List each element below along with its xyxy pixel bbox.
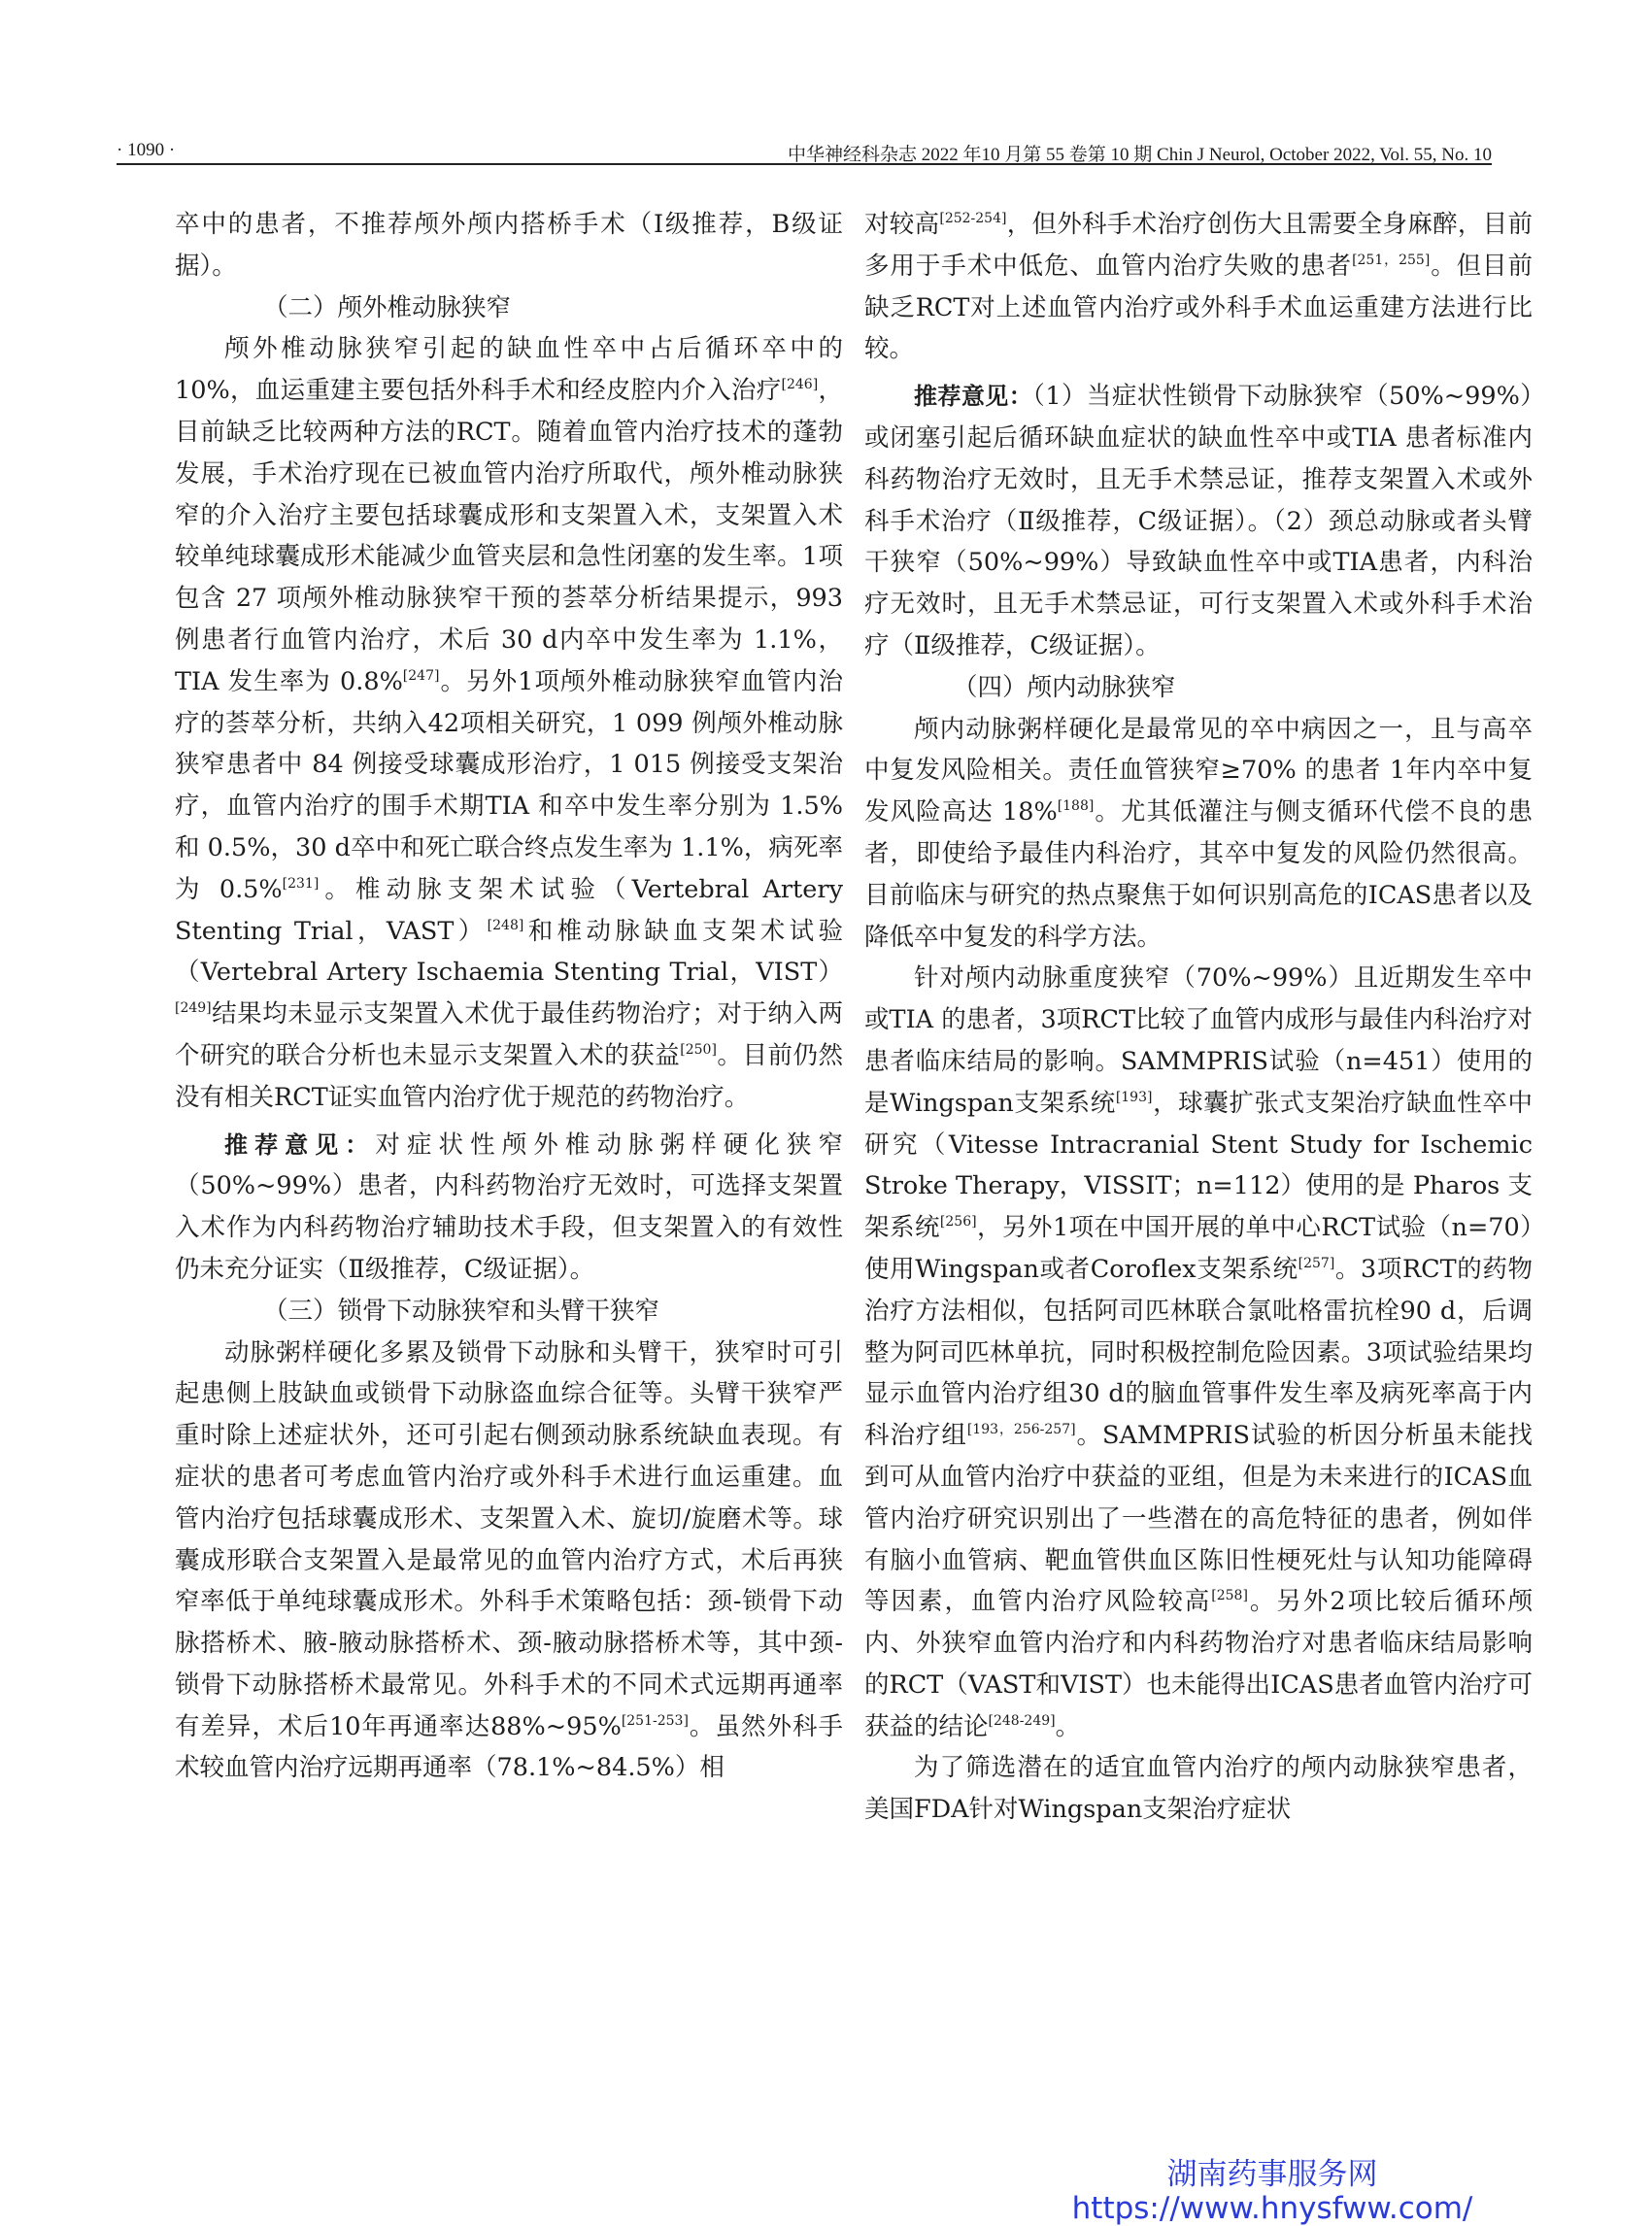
- citation[interactable]: [256]: [939, 1214, 977, 1231]
- citation[interactable]: [246]: [781, 377, 819, 393]
- right-column: [864, 204, 1533, 1831]
- citation[interactable]: [252-254]: [939, 211, 1007, 226]
- citation[interactable]: [188]: [1057, 798, 1095, 815]
- text-run: 。另外2项比较后循环颅内、外狭窄血管内治疗和内科药物治疗对患者临床结局影响的RCT（VAST和VIST）也未能得出ICAS患者血管内治疗可获益的结论: [864, 1587, 1533, 1741]
- header-rule: [117, 163, 1492, 165]
- text-run: 。尤其低灌注与侧支循环代偿不良的患者，即使给予最佳内科治疗，其卒中复发的风险仍然很高。目前临床与研究的热点聚焦于如何识别高危的ICAS患者以及降低卒中复发的科学方法。: [864, 797, 1533, 952]
- citation[interactable]: [258]: [1211, 1588, 1248, 1604]
- text-run: 。另外1项颅外椎动脉狭窄血管内治疗的荟萃分析，共纳入42项相关研究，1 099 例颅外椎动脉狭窄患者中 84 例接受球囊成形治疗，1 015 例接受支架治疗，血管内治疗的围手术期TIA 和卒中发生率分别为 1.5% 和 0.5%，30 d卒中和死亡联合终点发生率为 1.1%，病死率为 0.5%: [175, 666, 843, 904]
- section-heading-text: （四）颅内动脉狭窄: [953, 672, 1176, 702]
- paragraph: [175, 328, 843, 1118]
- text-run: 。SAMMPRIS试验的析因分析虽未能找到可从血管内治疗中获益的亚组，但是为未来进行的ICAS血管内治疗研究识别出了一些潜在的高危特征的患者，例如伴有脑小血管病、靶血管供血区陈旧性梗死灶与认知功能障碍等因素，血管内治疗风险较高: [864, 1421, 1533, 1617]
- text-run: 。但目前缺乏RCT对上述血管内治疗或外科手术血运重建方法进行比较。: [864, 251, 1533, 364]
- watermark-url[interactable]: https://www.hnysfww.com/: [1071, 2191, 1473, 2226]
- citation[interactable]: [251-253]: [621, 1712, 689, 1729]
- paragraph: 为了筛选潜在的适宜血管内治疗的颅内动脉狭窄患者，美国FDA针对Wingspan支架治疗症状: [864, 1753, 1533, 1825]
- text-run: 。: [1055, 1711, 1081, 1741]
- citation[interactable]: [249]: [175, 1000, 212, 1017]
- text-run: 颅内动脉粥样硬化是最常见的卒中病因之一，且与高卒中复发风险相关。责任血管狭窄≥70% 的患者 1年内卒中复发风险高达 18%: [864, 714, 1533, 827]
- text-run: ，球囊扩张式支架治疗缺血性卒中研究（Vitesse Intracranial Stent Study for Ischemic Stroke Therapy，VISSIT；n=112）使用的是 Pharos 支架系统: [864, 1088, 1533, 1243]
- citation[interactable]: [251，255]: [1352, 252, 1431, 268]
- recommendation: [175, 1125, 843, 1291]
- citation[interactable]: [257]: [1298, 1255, 1335, 1271]
- text-run: 颅外椎动脉狭窄引起的缺血性卒中占后循环卒中的10%，血运重建主要包括外科手术和经皮腔内介入治疗: [175, 334, 843, 406]
- recommendation-text: 对症状性颅外椎动脉粥样硬化狭窄（50%~99%）患者，内科药物治疗无效时，可选择支架置入术作为内科药物治疗辅助技术手段，但支架置入的有效性仍未充分证实（Ⅱ级推荐，C级证据）。: [175, 1130, 843, 1284]
- citation[interactable]: [250]: [680, 1041, 717, 1058]
- citation[interactable]: [193]: [1115, 1089, 1153, 1105]
- citation[interactable]: [248-249]: [988, 1712, 1056, 1729]
- recommendation-label: 推荐意见：: [224, 1130, 376, 1159]
- watermark: [1010, 2158, 1534, 2226]
- citation[interactable]: [247]: [402, 667, 440, 684]
- section-heading: [175, 287, 843, 329]
- paragraph: [175, 1332, 843, 1790]
- paragraph: [864, 958, 1533, 1747]
- citation[interactable]: [231]: [282, 875, 320, 892]
- recommendation-label: 推荐意见：: [914, 383, 1033, 411]
- text-run: 结果均未显示支架置入术优于最佳药物治疗；对于纳入两个研究的联合分析也未显示支架置入术的获益: [175, 999, 843, 1070]
- text-run: 动脉粥样硬化多累及锁骨下动脉和头臂干，狭窄时可引起患侧上肢缺血或锁骨下动脉盗血综合征等。头臂干狭窄严重时除上述症状外，还可引起右侧颈动脉系统缺血表现。有症状的患者可考虑血管内治疗或外科手术进行血运重建。血管内治疗包括球囊成形术、支架置入术、旋切/旋磨术等。球囊成形联合支架置入是最常见的血管内治疗方式，术后再狭窄率低于单纯球囊成形术。外科手术策略包括：颈-锁骨下动脉搭桥术、腋-腋动脉搭桥术、颈-腋动脉搭桥术等，其中颈-锁骨下动脉搭桥术最常见。外科手术的不同术式远期再通率有差异，术后10年再通率达88%~95%: [175, 1337, 843, 1741]
- recommendation-text: （1）当症状性锁骨下动脉狭窄（50%~99%）或闭塞引起后循环缺血症状的缺血性卒中或TIA 患者标准内科药物治疗无效时，且无手术禁忌证，推荐支架置入术或外科手术治疗（Ⅱ级推荐，C级证据）。（2）颈总动脉或者头臂干狭窄（50%~99%）导致缺血性卒中或TIA患者，内科治疗无效时，且无手术禁忌证，可行支架置入术或外科手术治疗（Ⅱ级推荐，C级证据）。: [864, 382, 1533, 660]
- text-run: 。虽然外科手术较血管内治疗远期再通率（78.1%~84.5%）相: [175, 1711, 843, 1783]
- paragraph: [864, 204, 1533, 370]
- text-run: 。椎动脉支架术试验（Vertebral Artery Stenting Trial，VAST）: [175, 874, 843, 946]
- recommendation: [864, 376, 1533, 667]
- text-run: ，但外科手术治疗创伤大且需要全身麻醉，目前多用于手术中低危、血管内治疗失败的患者: [864, 210, 1533, 281]
- citation[interactable]: [193，256-257]: [966, 1422, 1076, 1438]
- text-run: ，目前缺乏比较两种方法的RCT。随着血管内治疗技术的蓬勃发展，手术治疗现在已被血管内治疗所取代，颅外椎动脉狭窄的介入治疗主要包括球囊成形和支架置入术，支架置入术较单纯球囊成形术能减少血管夹层和急性闭塞的发生率。1项包含 27 项颅外椎动脉狭窄干预的荟萃分析结果提示，993 例患者行血管内治疗，术后 30 d内卒中发生率为 1.1%，TIA 发生率为 0.8%: [175, 376, 843, 696]
- text-run: 针对颅内动脉重度狭窄（70%~99%）且近期发生卒中或TIA 的患者，3项RCT比较了血管内成形与最佳内科治疗对患者临床结局的影响。SAMMPRIS试验（n=451）使用的是Wingspan支架系统: [864, 963, 1533, 1118]
- paragraph: 卒中的患者，不推荐颅外颅内搭桥手术（Ⅰ级推荐，B级证据）。: [175, 210, 843, 281]
- section-heading-text: （二）颅外椎动脉狭窄: [263, 292, 512, 322]
- watermark-site-name: 湖南药事服务网: [1166, 2157, 1378, 2192]
- text-run: 对较高: [864, 210, 940, 239]
- section-heading: [175, 1291, 843, 1332]
- text-run: 和椎动脉缺血支架术试验（Vertebral Artery Ischaemia Stenting Trial，VIST）: [175, 916, 843, 988]
- page-number: · 1090 ·: [117, 140, 176, 160]
- text-run: 。目前仍然没有相关RCT证实血管内治疗优于规范的药物治疗。: [175, 1040, 843, 1112]
- text-run: ，另外1项在中国开展的单中心RCT试验（n=70）使用Wingspan或者Coroflex支架系统: [864, 1213, 1533, 1284]
- section-heading-text: （三）锁骨下动脉狭窄和头臂干狭窄: [263, 1296, 660, 1326]
- journal-citation: 中华神经科杂志 2022 年10 月第 55 卷第 10 期 Chin J Neurol, October 2022, Vol. 55, No. 10: [788, 145, 1492, 165]
- text-run: 。3项RCT的药物治疗方法相似，包括阿司匹林联合氯吡格雷抗栓90 d，后调整为阿司匹林单抗，同时积极控制危险因素。3项试验结果均显示血管内治疗组30 d的脑血管事件发生率及病死率高于内科治疗组: [864, 1254, 1533, 1451]
- section-heading: [864, 667, 1533, 709]
- paragraph: [864, 709, 1533, 959]
- left-column: [175, 204, 843, 1789]
- citation[interactable]: [248]: [487, 917, 524, 933]
